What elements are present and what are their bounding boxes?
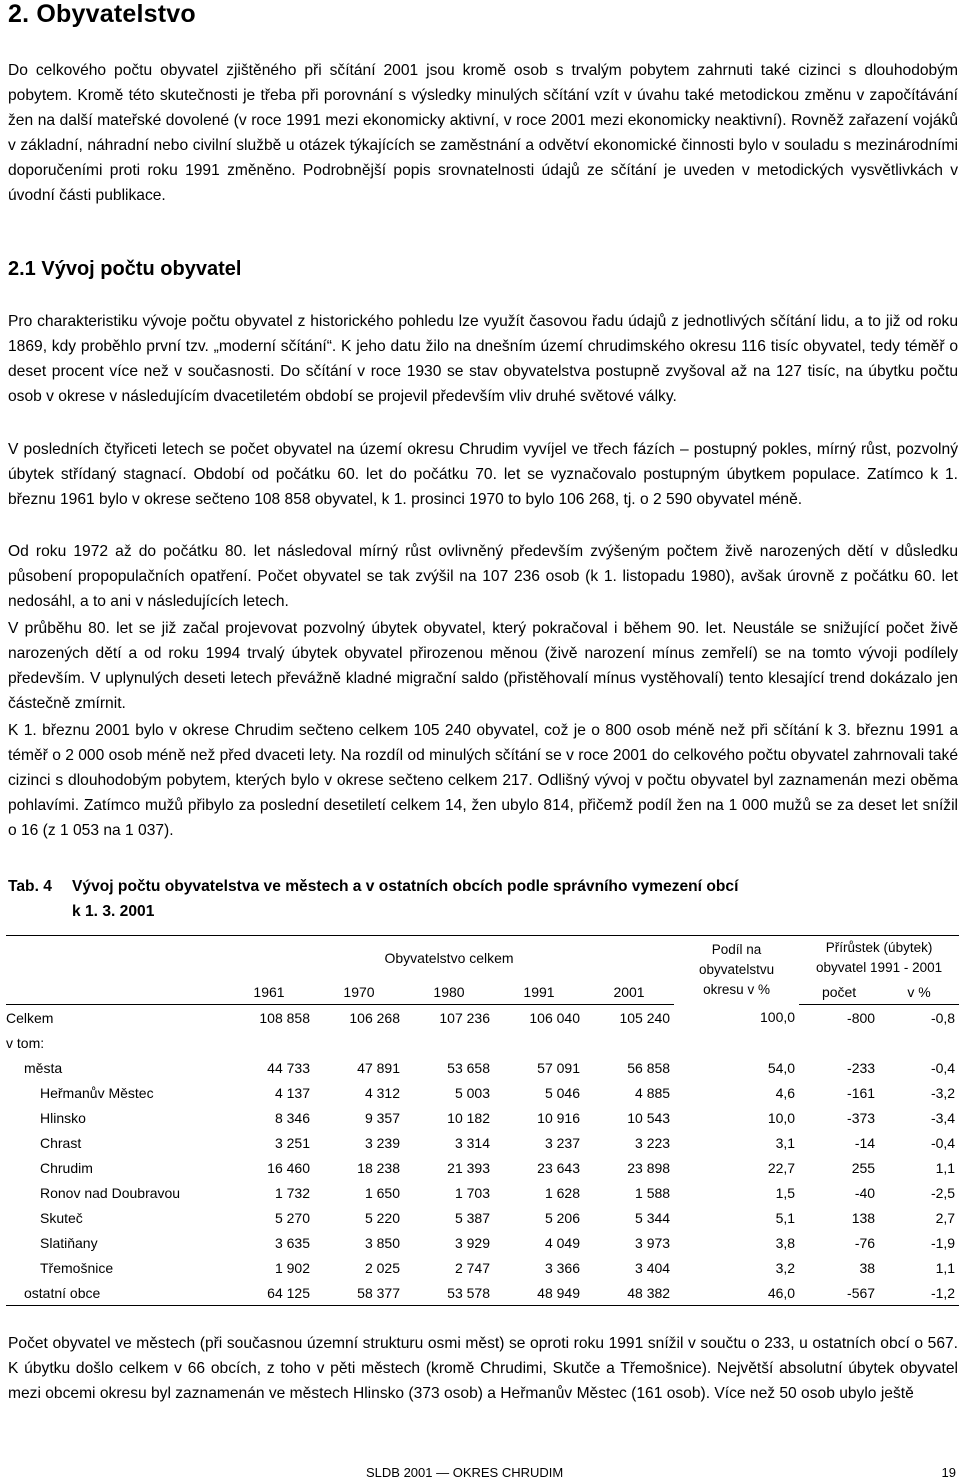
table-cell: 255	[851, 1159, 876, 1176]
table-cell: 56 858	[627, 1059, 671, 1076]
header-count: počet	[799, 980, 879, 1005]
row-label: Hlinsko	[40, 1109, 86, 1126]
table-row	[6, 1030, 959, 1055]
footer-source: SLDB 2001 — OKRES CHRUDIM	[366, 1465, 564, 1480]
header-year: 2001	[584, 980, 674, 1005]
paragraph-decline: V průběhu 80. let se již začal projevovat pozvolný úbytek obyvatel, který pokračoval i během 90. let. Neustále se snižující počet živě narozených dětí a od roku 1994 trvalý úbytek obyvatel přirozenou měnou (živě narození mínus zemřelí) se na tomto vývoji podílely především. V uplynulých deseti letech převážně kladné migrační saldo (přistěhovalí mínus vystěhovalí) tento klesající trend dokázalo jen částečně zmírnit.	[8, 620, 958, 712]
table-cell	[494, 1030, 584, 1055]
table-cell: 1 902	[274, 1259, 310, 1276]
table-cell	[314, 1030, 404, 1055]
table-cell	[224, 1030, 314, 1055]
table-cell: 53 658	[447, 1059, 490, 1076]
table-cell: 18 238	[357, 1159, 400, 1176]
table-cell: 2 025	[364, 1259, 400, 1276]
table-cell: 4 049	[544, 1234, 580, 1251]
table-cell	[404, 1030, 494, 1055]
header-year: 1970	[314, 980, 404, 1005]
section-heading: 2.1 Vývoj počtu obyvatel	[8, 258, 242, 280]
table-cell: 3 314	[454, 1134, 490, 1151]
table-row	[6, 1230, 959, 1255]
table-cell: 5 220	[364, 1209, 400, 1226]
table-cell: -3,4	[930, 1109, 956, 1126]
table-cell: 3,1	[775, 1134, 796, 1151]
row-label: Skuteč	[40, 1209, 83, 1226]
table-cell: 3 239	[364, 1134, 400, 1151]
table-row	[6, 1080, 959, 1105]
table-cell: 48 949	[494, 1280, 584, 1306]
table-row	[6, 1155, 959, 1180]
page-footer	[0, 1463, 960, 1482]
paragraph-forty-years: V posledních čtyřiceti letech se počet obyvatel na území okresu Chrudim vyvíjel ve třech fázích – postupný pokles, mírný růst, pozvolný úbytek střídaný stagnací. Období od počátku 60. let do počátku 70. let se vyznačovalo postupným úbytkem populace. Zatímco k 1. březnu 1961 bylo v okrese sečteno 108 858 obyvatel, k 1. prosinci 1970 to bylo 106 268, tj. o 2 590 obyvatel méně.	[8, 441, 958, 508]
row-label: v tom:	[6, 1034, 45, 1051]
table-row	[6, 1130, 959, 1155]
table-cell: 1,1	[935, 1159, 956, 1176]
table-cell: 10,0	[767, 1109, 796, 1126]
intro-paragraph: Do celkového počtu obyvatel zjištěného při sčítání 2001 jsou kromě osob s trvalým pobytem zahrnuti také cizinci s dlouhodobým pobytem. Kromě této skutečnosti je třeba při porovnání s výsledky minulých sčítání vzít v úvahu také metodickou změnu v započítávání žen na další mateřské dovolené (v roce 1991 mezi ekonomicky aktivní, v roce 2001 mezi ekonomicky neaktivní). Rovněž zařazení vojáků v základní, náhradní nebo civilní službě u otázek týkajících se zaměstnání a odvětví ekonomické činnosti bylo v souladu s mezinárodními doporučeními proti roku 1991 změněno. Podrobnější popis srovnatelnosti údajů ze sčítání je uveden v metodických vysvětlivkách v úvodní části publikace.	[8, 62, 958, 204]
table-cell: 3 237	[544, 1134, 580, 1151]
header-year: 1991	[494, 980, 584, 1005]
row-label: Celkem	[6, 1009, 54, 1026]
table-cell: 58 377	[314, 1280, 404, 1306]
table-cell: 64 125	[224, 1280, 314, 1306]
table-cell: 10 182	[447, 1109, 490, 1126]
table-cell: 5 387	[454, 1209, 490, 1226]
paragraph-history: Pro charakteristiku vývoje počtu obyvatel z historického pohledu lze využít časovou řadu údajů z jednotlivých sčítání lidu, a to již od roku 1869, kdy proběhlo první tzv. „moderní sčítání“. K jeho datu žilo na dnešním území chrudimského okresu 116 tisíc obyvatel, tedy téměř o deset procent více než v současnosti. Do sčítání v roce 1930 se stav obyvatelstva postupně zvyšoval až na 127 tisíc, na úbytku počtu osob v okrese v následujícím dvacetiletém období se projevil především vliv druhé světové války.	[8, 313, 958, 405]
header-blank	[6, 936, 224, 981]
table-cell: 1,1	[935, 1259, 956, 1276]
table-cell: 1,5	[775, 1184, 796, 1201]
table-cell: 108 858	[259, 1009, 310, 1026]
table-cell: 46,0	[674, 1280, 799, 1306]
header-blank-2	[6, 980, 224, 1005]
table-cell	[674, 1030, 799, 1055]
table-cell: -233	[847, 1059, 876, 1076]
table-title-date: k 1. 3. 2001	[72, 903, 155, 920]
header-change: Přírůstek (úbytek) obyvatel 1991 - 2001	[799, 936, 959, 981]
table-cell: -373	[847, 1109, 876, 1126]
table-cell: -76	[854, 1234, 876, 1251]
header-percent: v %	[879, 980, 959, 1005]
header-share: Podíl na obyvatelstvu okresu v %	[674, 936, 799, 1005]
table-cell: 4,6	[775, 1084, 796, 1101]
table-cell: 8 346	[274, 1109, 310, 1126]
table-cell: 38	[859, 1259, 876, 1276]
table-cell: 47 891	[357, 1059, 400, 1076]
table-cell: 4 137	[274, 1084, 310, 1101]
header-population-total: Obyvatelstvo celkem	[224, 936, 674, 981]
table-cell: -3,2	[930, 1084, 956, 1101]
row-label: Třemošnice	[40, 1259, 114, 1276]
table-cell: 3 973	[635, 1234, 671, 1251]
table-row	[6, 1255, 959, 1280]
table-cell: -1,2	[879, 1280, 959, 1306]
table-cell: 2,7	[935, 1209, 956, 1226]
table-cell: 3 223	[635, 1134, 671, 1151]
table-cell: 3 850	[364, 1234, 400, 1251]
table-label: Tab. 4	[8, 878, 52, 895]
table-cell: 5,1	[775, 1209, 796, 1226]
table-cell: 3 929	[454, 1234, 490, 1251]
table-cell: 16 460	[267, 1159, 310, 1176]
table-cell: 107 236	[439, 1009, 490, 1026]
table-cell: 22,7	[767, 1159, 796, 1176]
table-cell: 2 747	[454, 1259, 490, 1276]
table-cell: 5 206	[544, 1209, 580, 1226]
table-cell: 53 578	[404, 1280, 494, 1306]
table-row	[6, 1105, 959, 1130]
table-row	[6, 1205, 959, 1230]
table-row	[6, 1180, 959, 1205]
table-cell: 54,0	[767, 1059, 796, 1076]
table-cell: 4 885	[635, 1084, 671, 1101]
paragraph-census-2001: K 1. březnu 2001 bylo v okrese Chrudim sečteno celkem 105 240 obyvatel, což je o 800 osob méně než při sčítání k 3. březnu 1991 a téměř o 2 000 osob méně než před dvaceti lety. Na rozdíl od minulých sčítání se v roce 2001 do celkového počtu obyvatel zahrnovali také cizinci s dlouhodobým pobytem, kterých bylo v okrese sečteno celkem 217. Odlišný vývoj v počtu obyvatel byl zaznamenán mezi oběma pohlavími. Zatímco mužů přibylo za poslední desetiletí celkem 14, žen ubylo 814, přičemž podíl žen na 1 000 mužů se za deset let snížil o 16 (z 1 053 na 1 037).	[8, 722, 958, 839]
table-cell: -40	[854, 1184, 876, 1201]
table-cell: 1 732	[274, 1184, 310, 1201]
row-label: Slatiňany	[40, 1234, 98, 1251]
table-cell: 4 312	[364, 1084, 400, 1101]
table-cell: -14	[854, 1134, 876, 1151]
row-label: ostatní obce	[6, 1280, 224, 1306]
table-cell: 100,0	[760, 1009, 796, 1026]
table-cell: -161	[847, 1084, 876, 1101]
table-row	[6, 1005, 959, 1031]
row-label: Chrast	[40, 1134, 82, 1151]
paragraph-growth: Od roku 1972 až do počátku 80. let následoval mírný růst ovlivněný především zvýšeným počtem živě narozených dětí v důsledku působení propopulačních opatření. Počet obyvatel se tak zvýšil na 107 236 osob (k 1. listopadu 1980), avšak úrovně z počátku 60. let nedosáhl, a to ani v následujících letech.	[8, 543, 958, 610]
page-number: 19	[941, 1465, 956, 1480]
table-caption	[8, 874, 958, 924]
table-cell: 44 733	[267, 1059, 310, 1076]
population-table	[6, 935, 959, 1306]
table-cell: 57 091	[537, 1059, 580, 1076]
table-cell: 23 898	[627, 1159, 671, 1176]
table-cell: -567	[799, 1280, 879, 1306]
table-cell: 3 404	[635, 1259, 671, 1276]
table-cell: 10 543	[627, 1109, 671, 1126]
closing-paragraph: Počet obyvatel ve městech (při současnou územní strukturu osmi měst) se oproti roku 1991 snížil v součtu o 233, u ostatních obcí o 567. K úbytku došlo celkem v 66 obcích, z toho v pěti městech (kromě Chrudimi, Skutče a Třemošnice). Největší absolutní úbytek obyvatel mezi obcemi okresu byl zaznamenán ve městech Hlinsko (373 osob) a Heřmanův Městec (161 osob). Více než 50 osob ubylo ještě	[8, 1335, 958, 1402]
table-cell: 1 588	[635, 1184, 671, 1201]
table-cell: 1 703	[454, 1184, 490, 1201]
table-cell: 9 357	[364, 1109, 400, 1126]
table-cell: 48 382	[584, 1280, 674, 1306]
table-cell: 21 393	[447, 1159, 490, 1176]
header-year: 1980	[404, 980, 494, 1005]
row-label: města	[24, 1059, 63, 1076]
table-cell	[879, 1030, 959, 1055]
table-cell: 23 643	[537, 1159, 580, 1176]
table-cell: 3 251	[274, 1134, 310, 1151]
table-cell: 106 040	[529, 1009, 580, 1026]
table-cell: 10 916	[537, 1109, 580, 1126]
table-cell: -1,9	[930, 1234, 956, 1251]
table-cell: 106 268	[349, 1009, 400, 1026]
table-row	[6, 1280, 959, 1306]
table-cell: -0,8	[930, 1009, 956, 1026]
table-row	[6, 1055, 959, 1080]
table-cell: 3,2	[775, 1259, 796, 1276]
table-cell: 5 344	[635, 1209, 671, 1226]
table-cell: 1 628	[544, 1184, 580, 1201]
table-cell: 3,8	[775, 1234, 796, 1251]
table-cell: 3 366	[544, 1259, 580, 1276]
table-cell	[799, 1030, 879, 1055]
table-cell: 138	[851, 1209, 876, 1226]
table-cell: 5 270	[274, 1209, 310, 1226]
table-cell: 3 635	[274, 1234, 310, 1251]
chapter-heading: 2. Obyvatelstvo	[8, 0, 196, 28]
table-cell: 105 240	[619, 1009, 671, 1026]
table-cell	[584, 1030, 674, 1055]
header-year: 1961	[224, 980, 314, 1005]
table-cell: -2,5	[930, 1184, 956, 1201]
table-title: Vývoj počtu obyvatelstva ve městech a v ostatních obcích podle správního vymezení obcí	[72, 878, 739, 895]
table-cell: -800	[847, 1009, 876, 1026]
row-label: Heřmanův Městec	[40, 1084, 154, 1101]
table-cell: -0,4	[930, 1134, 956, 1151]
row-label: Ronov nad Doubravou	[40, 1184, 181, 1201]
table-cell: 5 046	[544, 1084, 580, 1101]
table-cell: -0,4	[930, 1059, 956, 1076]
row-label: Chrudim	[40, 1159, 93, 1176]
table-cell: 1 650	[364, 1184, 400, 1201]
table-cell: 5 003	[454, 1084, 490, 1101]
